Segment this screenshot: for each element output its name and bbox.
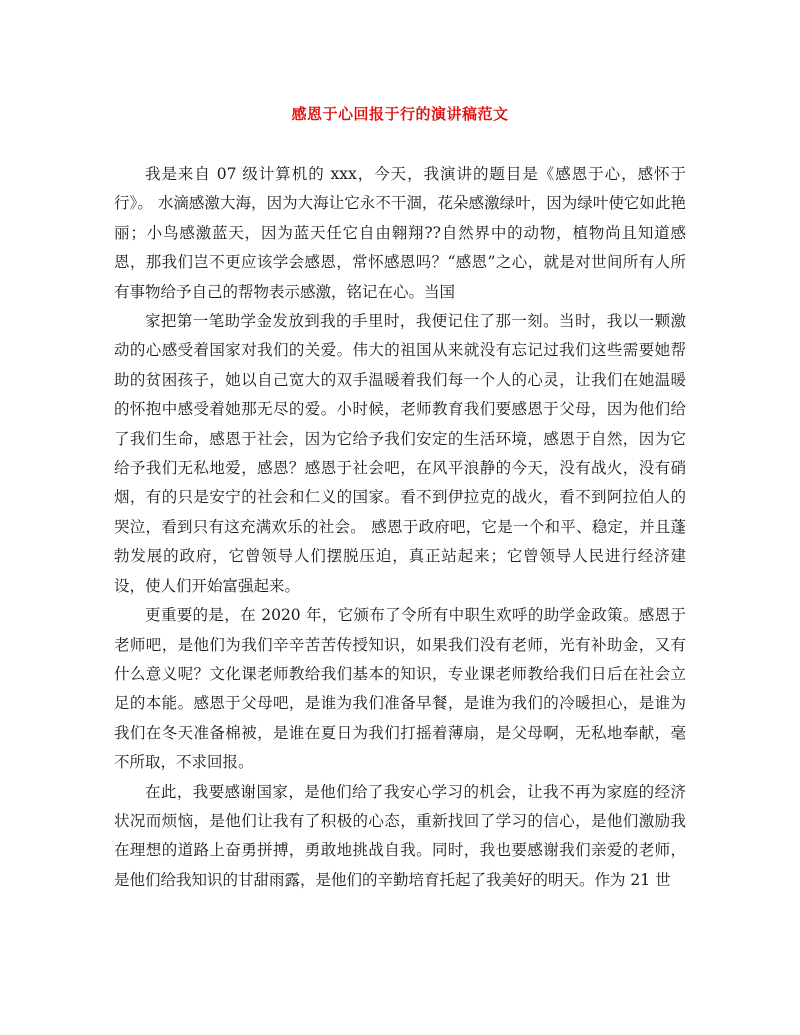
- paragraph: 更重要的是，在 2020 年，它颁布了令所有中职生欢呼的助学金政策。感恩于老师吧，是他们为我们辛辛苦苦传授知识，如果我们没有老师，光有补助金，又有什么意义呢？文化课老师教给我们基本的知识，专业课老师教给我们日后在社会立足的本能。感恩于父母吧，是谁为我们准备早餐，是谁为我们的冷暖担心，是谁为我们在冬天准备棉被，是谁在夏日为我们打摇着薄扇，是父母啊，无私地奉献，毫不所取，不求回报。: [114, 606, 686, 772]
- document-body: [114, 160, 686, 895]
- paragraph: 家把第一笔助学金发放到我的手里时，我便记住了那一刻。当时，我以一颗激动的心感受着国家对我们的关爱。伟大的祖国从来就没有忘记过我们这些需要她帮助的贫困孩子，她以自己宽大的双手温暖着我们每一个人的心灵，让我们在她温暖的怀抱中感受着她那无尽的爱。小时候，老师教育我们要感恩于父母，因为他们给了我们生命，感恩于社会，因为它给予我们安定的生活环境，感恩于自然，因为它给予我们无私地爱，感恩？感恩于社会吧，在风平浪静的今天，没有战火，没有硝烟，有的只是安宁的社会和仁义的国家。看不到伊拉克的战火，看不到阿拉伯人的哭泣，看到只有这充满欢乐的社会。 感恩于政府吧，它是一个和平、稳定，并且蓬勃发展的政府，它曾领导人们摆脱压迫，真正站起来；它曾领导人民进行经济建设，使人们开始富强起来。: [114, 312, 686, 595]
- paragraph: 我是来自 07 级计算机的 xxx，今天，我演讲的题目是《感恩于心，感怀于行》。 水滴感激大海，因为大海让它永不干涸，花朵感激绿叶，因为绿叶使它如此艳丽；小鸟感激蓝天，因为蓝天任它自由翱翔??自然界中的动物，植物尚且知道感恩，那我们岂不更应该学会感恩，常怀感恩吗？“感恩”之心，就是对世间所有人所有事物给予自己的帮物表示感激，铭记在心。当国: [114, 165, 686, 301]
- document-title: 感恩于心回报于行的演讲稿范文: [291, 105, 509, 123]
- paragraph: 在此，我要感谢国家，是他们给了我安心学习的机会，让我不再为家庭的经济状况而烦恼，是他们让我有了积极的心态，重新找回了学习的信心，是他们激励我在理想的道路上奋勇拼搏，勇敢地挑战自我。同时，我也要感谢我们亲爱的老师，是他们给我知识的甘甜雨露，是他们的辛勤培育托起了我美好的明天。作为 21 世: [114, 782, 686, 889]
